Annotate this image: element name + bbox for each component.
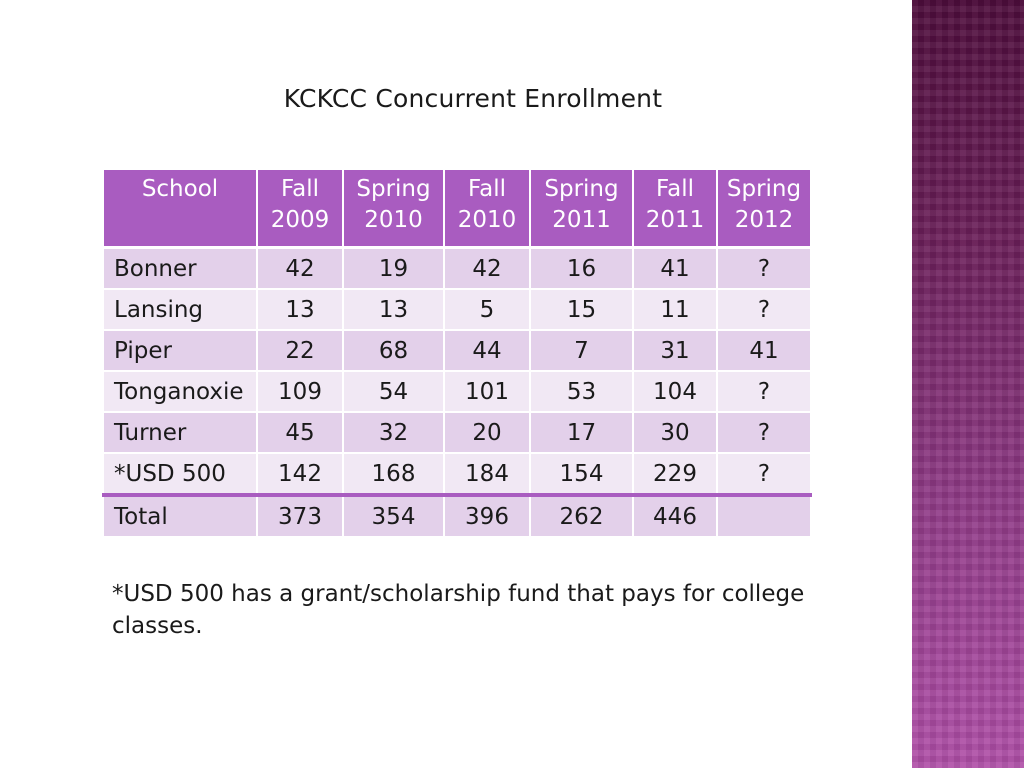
table-cell-school: Piper — [103, 330, 257, 371]
table-cell-school: *USD 500 — [103, 453, 257, 495]
header-fall-2011 — [633, 170, 717, 248]
table-cell-school: Tonganoxie — [103, 371, 257, 412]
header-label: 2011 — [552, 207, 611, 233]
table-cell: 19 — [343, 248, 444, 290]
footnote: *USD 500 has a grant/scholarship fund that pays for college classes. — [112, 581, 805, 639]
table-row-total — [103, 495, 811, 537]
table-cell: 41 — [633, 248, 717, 290]
header-spring-2010 — [343, 170, 444, 248]
header-label: 2012 — [734, 207, 794, 233]
table-cell: 11 — [633, 289, 717, 330]
table-cell: 13 — [257, 289, 343, 330]
table-cell: 22 — [257, 330, 343, 371]
table-cell-school: Lansing — [103, 289, 257, 330]
enrollment-table — [102, 170, 812, 538]
header-label: Spring — [726, 176, 802, 202]
table-cell: 17 — [530, 412, 633, 453]
table-cell: 262 — [530, 495, 633, 537]
table-cell-school: Turner — [103, 412, 257, 453]
header-label: Fall — [468, 176, 506, 202]
table-cell-school: Total — [103, 495, 257, 537]
table-cell: ? — [717, 289, 811, 330]
header-fall-2010 — [444, 170, 530, 248]
table-row-turner — [103, 412, 811, 453]
decorative-sidebar — [912, 0, 1024, 768]
table-cell: 229 — [633, 453, 717, 495]
table-cell-school: Bonner — [103, 248, 257, 290]
table-cell — [717, 495, 811, 537]
table-row-usd-500 — [103, 453, 811, 495]
table-cell: 354 — [343, 495, 444, 537]
table-cell: 13 — [343, 289, 444, 330]
table-cell: 54 — [343, 371, 444, 412]
header-label: Fall — [656, 176, 694, 202]
header-spring-2012 — [717, 170, 811, 248]
table-cell: 7 — [530, 330, 633, 371]
header-label: 2010 — [457, 207, 517, 233]
header-label: Spring — [356, 176, 431, 202]
table-cell: 446 — [633, 495, 717, 537]
table-cell: 42 — [444, 248, 530, 290]
header-label: 2010 — [364, 207, 423, 233]
table-cell: 31 — [633, 330, 717, 371]
table-row-bonner — [103, 248, 811, 290]
table-cell: 30 — [633, 412, 717, 453]
table-cell: 68 — [343, 330, 444, 371]
table-cell: 142 — [257, 453, 343, 495]
slide-title: KCKCC Concurrent Enrollment — [283, 84, 663, 113]
table-header-row — [103, 170, 811, 248]
table-row-lansing — [103, 289, 811, 330]
header-fall-2009 — [257, 170, 343, 248]
table-cell: 168 — [343, 453, 444, 495]
table-cell: 154 — [530, 453, 633, 495]
table-cell: ? — [717, 412, 811, 453]
table-cell: ? — [717, 453, 811, 495]
table-cell: 15 — [530, 289, 633, 330]
header-label: 2009 — [270, 207, 330, 233]
table-cell: 5 — [444, 289, 530, 330]
table-cell: 41 — [717, 330, 811, 371]
header-spring-2011 — [530, 170, 633, 248]
table-cell: 396 — [444, 495, 530, 537]
table-cell: 101 — [444, 371, 530, 412]
table-cell: 45 — [257, 412, 343, 453]
table-row-tonganoxie — [103, 371, 811, 412]
table-cell: 16 — [530, 248, 633, 290]
table-row-piper — [103, 330, 811, 371]
header-label: School — [141, 176, 219, 202]
table-cell: ? — [717, 371, 811, 412]
table-cell: 44 — [444, 330, 530, 371]
table-cell: 109 — [257, 371, 343, 412]
table-cell: 373 — [257, 495, 343, 537]
header-label: Fall — [281, 176, 319, 202]
table-cell: 104 — [633, 371, 717, 412]
table-cell: ? — [717, 248, 811, 290]
table-cell: 42 — [257, 248, 343, 290]
table-cell: 53 — [530, 371, 633, 412]
table-cell: 184 — [444, 453, 530, 495]
header-label: 2011 — [645, 207, 705, 233]
header-school — [103, 170, 257, 248]
header-label: Spring — [544, 176, 619, 202]
table-cell: 20 — [444, 412, 530, 453]
table-cell: 32 — [343, 412, 444, 453]
